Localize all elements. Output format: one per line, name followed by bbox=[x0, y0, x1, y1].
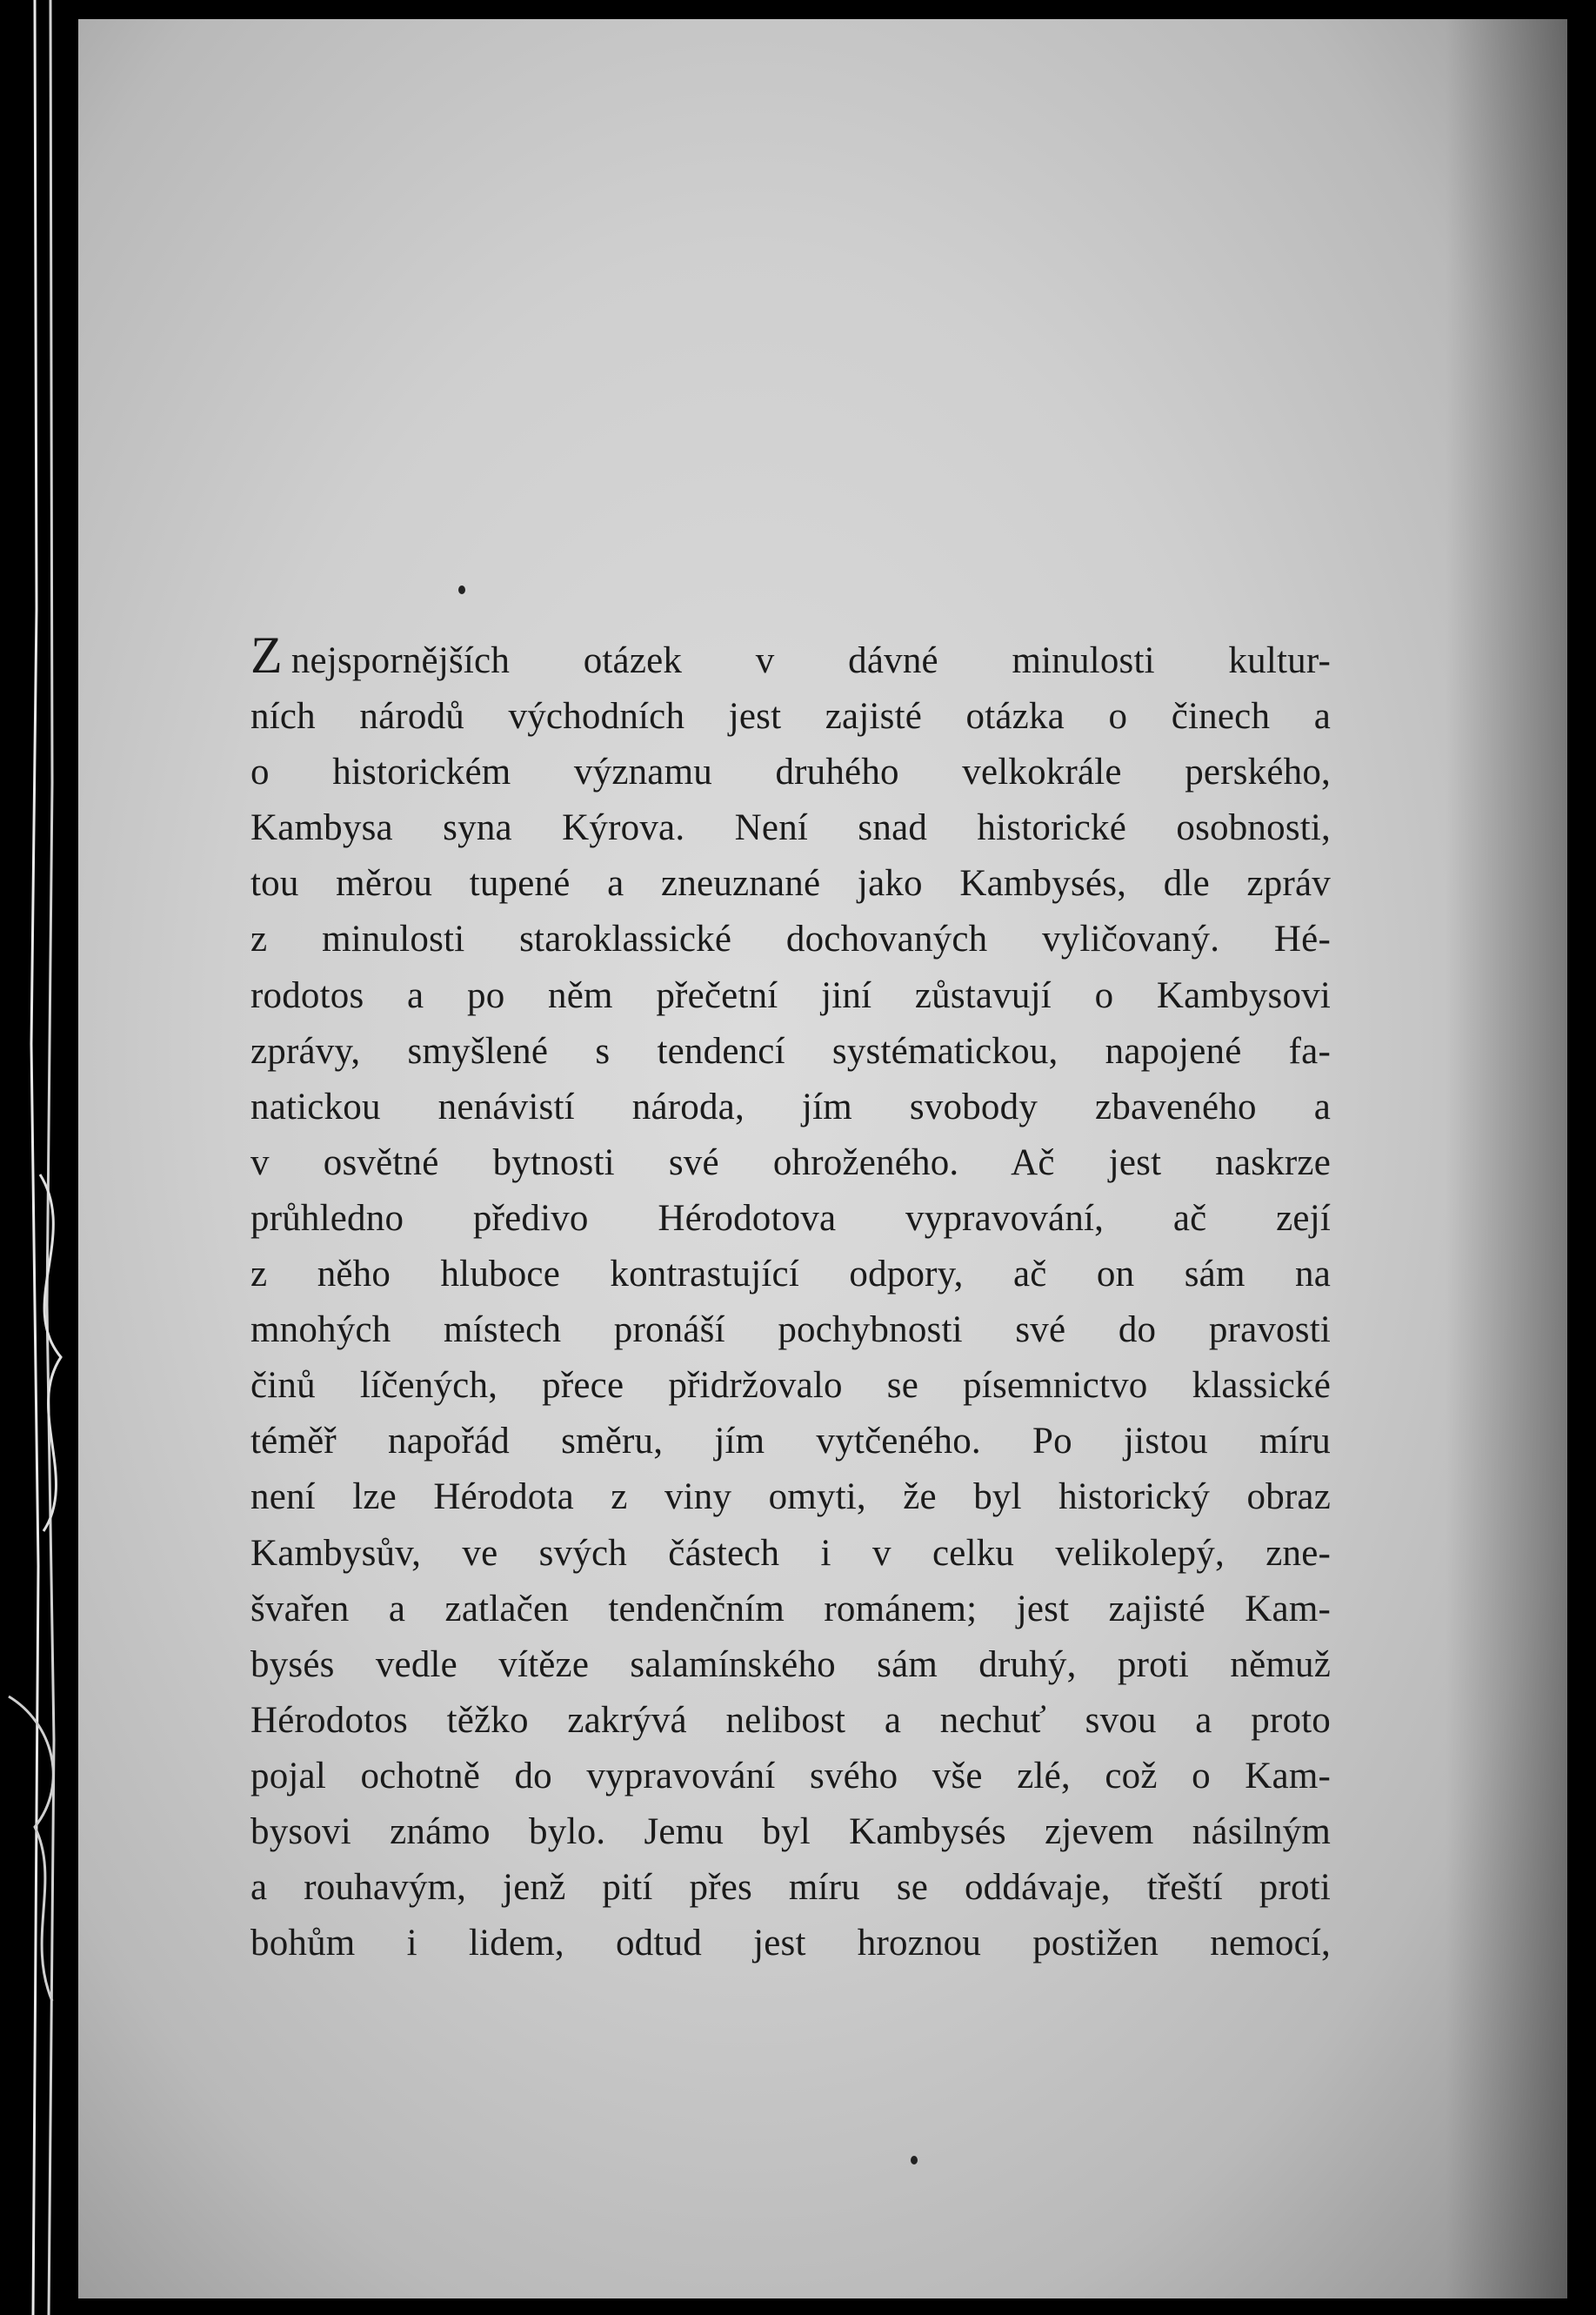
binding-spine-strings bbox=[0, 0, 87, 2315]
text-line-content: nejspornějších otázek v dávné minulosti kultur- bbox=[290, 640, 1331, 681]
text-line: pojal ochotně do vypravování svého vše zlé, což o Kam- bbox=[250, 1755, 1331, 1796]
text-line: z minulosti staroklassické dochovaných vyličovaný. Hé- bbox=[250, 919, 1331, 960]
text-line: ních národů východních jest zajisté otázka o činech a bbox=[250, 696, 1331, 738]
text-line: Hérodotos těžko zakrývá nelibost a nechuť svou a proto bbox=[250, 1699, 1331, 1741]
paper-edge-shadow bbox=[1446, 19, 1567, 2298]
text-line: z něho hluboce kontrastující odpory, ač on sám na bbox=[250, 1254, 1331, 1295]
paper-speck bbox=[458, 585, 465, 594]
text-line: Kambysa syna Kýrova. Není snad historické osobnosti, bbox=[250, 807, 1331, 849]
text-line: v osvětné bytnosti své ohroženého. Ač jest naskrze bbox=[250, 1141, 1331, 1183]
text-line: zprávy, smyšlené s tendencí systématickou, napojené fa- bbox=[250, 1030, 1331, 1072]
text-line: tou měrou tupené a zneuznané jako Kambysés, dle zpráv bbox=[250, 863, 1331, 905]
text-line: natickou nenávistí národa, jím svobody zbaveného a bbox=[250, 1086, 1331, 1127]
body-text bbox=[250, 633, 1331, 1971]
text-line: bysovi známo bylo. Jemu byl Kambysés zjevem násilným bbox=[250, 1810, 1331, 1852]
text-line bbox=[250, 633, 1331, 689]
text-line: bohům i lidem, odtud jest hroznou postižen nemocí, bbox=[250, 1923, 1331, 1964]
text-line: bysés vedle vítěze salamínského sám druhý, proti němuž bbox=[250, 1643, 1331, 1685]
paper-speck bbox=[911, 2156, 918, 2164]
text-line: o historickém významu druhého velkokrále perského, bbox=[250, 752, 1331, 793]
text-line: mnohých místech pronáší pochybnosti své do pravosti bbox=[250, 1309, 1331, 1351]
text-line: průhledno předivo Hérodotova vypravování, ač zejí bbox=[250, 1197, 1331, 1239]
drop-cap: Z bbox=[250, 633, 283, 684]
text-line: rodotos a po něm přečetní jiní zůstavují o Kambysovi bbox=[250, 974, 1331, 1016]
text-line: a rouhavým, jenž pití přes míru se oddávaje, třeští proti bbox=[250, 1867, 1331, 1909]
text-line: Kambysův, ve svých částech i v celku velikolepý, zne- bbox=[250, 1532, 1331, 1574]
text-line: není lze Hérodota z viny omyti, že byl historický obraz bbox=[250, 1476, 1331, 1518]
text-line: téměř napořád směru, jím vytčeného. Po jistou míru bbox=[250, 1421, 1331, 1462]
text-line: činů líčených, přece přidržovalo se písemnictvo klassické bbox=[250, 1365, 1331, 1407]
text-line: švařen a zatlačen tendenčním románem; jest zajisté Kam- bbox=[250, 1588, 1331, 1629]
